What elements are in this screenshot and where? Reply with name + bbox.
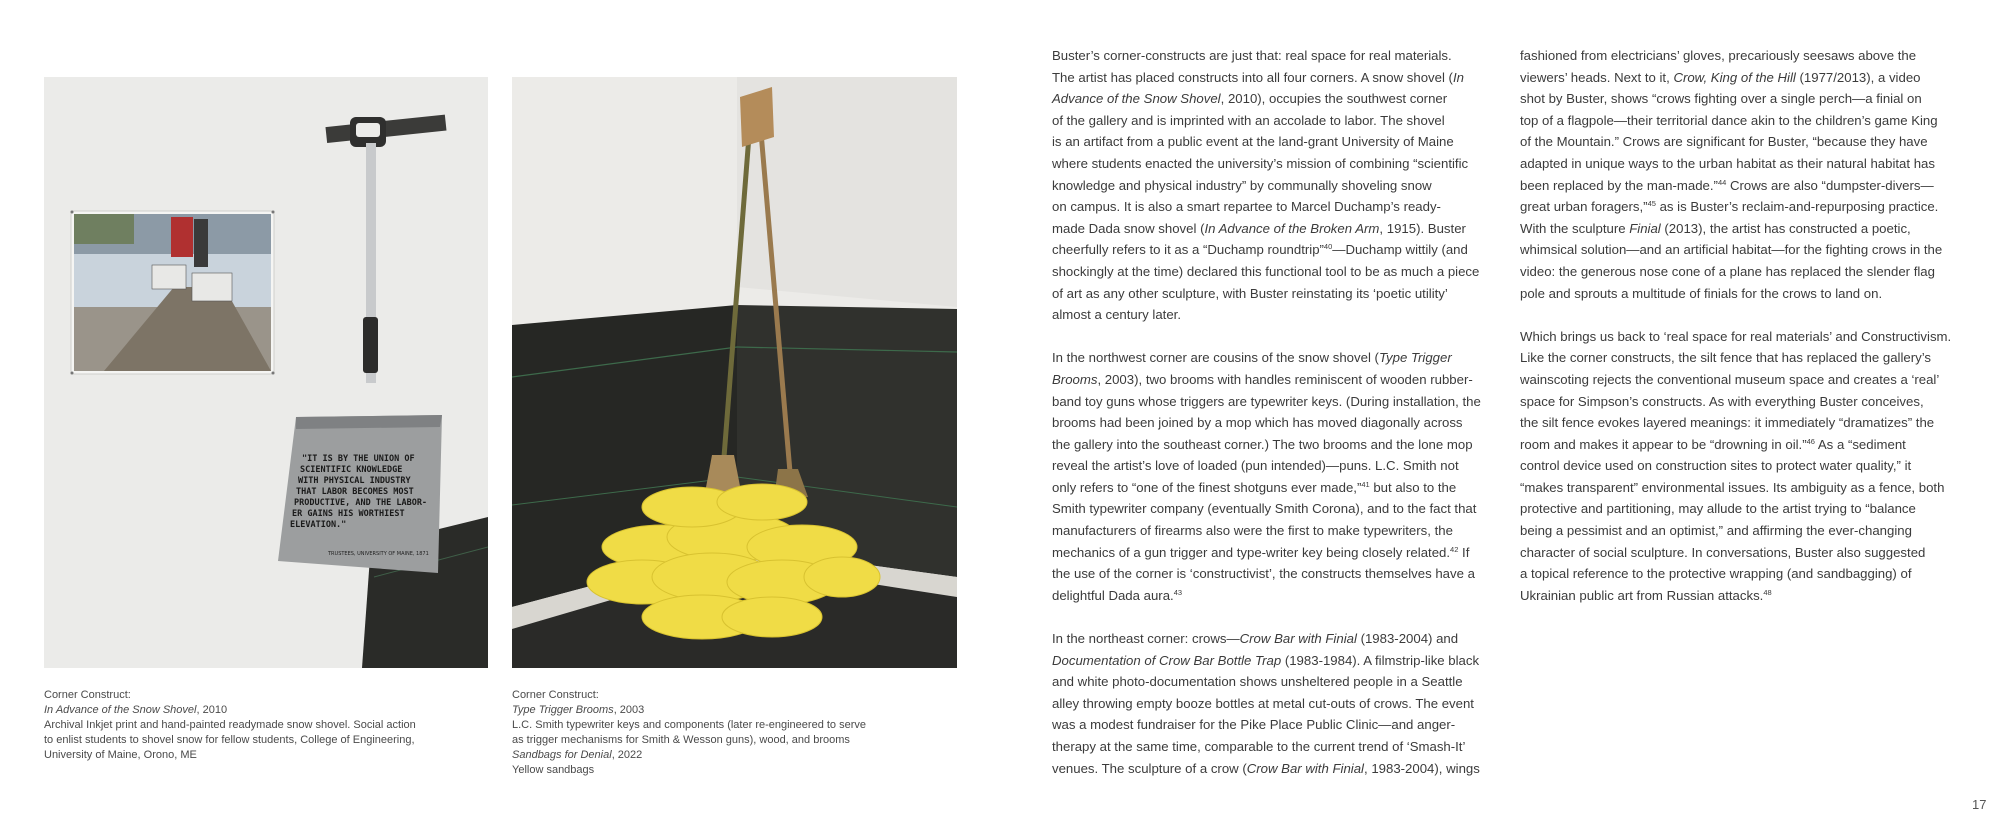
snow-shovel-illustration [44,77,488,668]
paragraph-corner-constructs: Buster’s corner-constructs are just that: real space for real materials. The artist has placed constructs into all four corners. A snow shovel (In Advance of the Snow Shovel, 2010), occupies the southwest corner of the gallery and is imprinted with an accolade to labor. The shovel is an artifact from a public event at the land-grant University of Maine where students enacted the university’s mission of combining “scientific knowledge and physical industry” by communally shoveling snow on campus. It is also a smart repartee to Marcel Duchamp’s ready- made Dada snow shovel (In Advance of the Broken Arm, 1915). Buster cheerfully refers to it as a “Duchamp roundtrip”$^{40}$—Duchamp wittily (and shockingly at the time) declared this functional tool to be as much a piece of art as any other sculpture, with Buster reinstating its ‘poetic utility’ almost a century later. [1052,48,1480,323]
caption-last-line: Yellow sandbags [512,764,595,776]
caption-snow-shovel [44,688,488,763]
caption-work-year: , 2003 [613,704,645,716]
shovel-line-1: "IT IS BY THE UNION OF [302,454,415,464]
caption-work-title: In Advance of the Snow Shovel [44,704,197,716]
shovel-line-3: WITH PHYSICAL INDUSTRY [298,476,411,486]
shovel-line-4: THAT LABOR BECOMES MOST [296,487,414,497]
shovel-line-6: ER GAINS HIS WORTHIEST [292,509,405,519]
caption-title: Corner Construct: [44,689,131,701]
paragraph-northeast-corner: In the northeast corner: crows—Crow Bar with Finial (1983-2004) and Documentation of Crow Bar Bottle Trap (1983-1984). A filmstrip-like black and white photo-documentation shows unsheltered people in a Seattle alley throwing empty booze bottles at metal cut-outs of crows. The event was a modest fundraiser for the Pike Place Public Clinic—and anger- therapy at the same time, comparable to the current trend of ‘Smash-It’ venues. The sculpture of a crow (Crow Bar with Finial, 1983-2004), wings [1052,631,1480,776]
text-column-2 [1520,45,1980,628]
caption-work-title: Type Trigger Brooms [512,704,614,716]
photo-snow-shovel [44,77,488,668]
caption-line: University of Maine, Orono, ME [44,749,197,761]
shovel-footer: TRUSTEES, UNIVERSITY OF MAINE, 1871 [328,551,429,557]
caption-work2-year: , 2022 [611,749,643,761]
brooms-illustration [512,77,957,668]
caption-line: to enlist students to shovel snow for fellow students, College of Engineering, [44,734,415,746]
shovel-line-5: PRODUCTIVE, AND THE LABOR- [294,498,428,508]
paragraph-crows-continued: fashioned from electricians’ gloves, precariously seesaws above the viewers’ heads. Next to it, Crow, King of the Hill (1977/2013), a video shot by Buster, shows “crows fighting over a single perch—a finial on top of a flagpole—their territorial dance akin to the children’s game King of the Mountain.” Crows are significant for Buster, “because they have adapted in unique ways to the urban habitat as their natural habitat has been replaced by the man-made.”$^{44}$ Crows are also “dumpster-divers— great urban foragers,”$^{45}$ as is Buster’s reclaim-and-repurposing practice. With the sculpture Finial (2013), the artist has constructed a poetic, whimsical solution—and an artificial habitat—for the fighting crows in the video: the generous nose cone of a plane has replaced the slender flag pole and sprouts a multitude of finials for the crows to land on. [1520,48,1943,301]
shovel-line-2: SCIENTIFIC KNOWLEDGE [300,465,403,475]
caption-work-year: , 2010 [196,704,228,716]
shovel-line-7: ELEVATION." [290,520,347,530]
caption-work2-title: Sandbags for Denial [512,749,612,761]
caption-line: Archival Inkjet print and hand-painted readymade snow shovel. Social action [44,719,416,731]
photo-type-trigger-brooms [512,77,957,668]
caption-title: Corner Construct: [512,689,599,701]
paragraph-real-space: Which brings us back to ‘real space for real materials’ and Constructivism. Like the corner constructs, the silt fence that has replaced the gallery’s wainscoting rejects the conventional museum space and creates a ‘real’ space for Simpson’s constructs. As with everything Buster conceives, the silt fence evokes layered meanings: it immediately “dramatizes” the room and makes it appear to be “drowning in oil.”$^{46}$ As a “sediment control device used on construction sites to protect water quality,” it “makes transparent” environmental issues. Its ambiguity as a fence, both protective and partitioning, may allude to the artist trying to “balance being a pessimist and an optimist,” and affirming the ever-changing character of social sculpture. In conversations, Buster also suggested a topical reference to the protective wrapping (and sandbagging) of Ukrainian public art from Russian attacks.$^{48}$ [1520,328,1952,603]
caption-line: L.C. Smith typewriter keys and components (later re-engineered to serve [512,719,866,731]
caption-line: as trigger mechanisms for Smith & Wesson guns), wood, and brooms [512,734,850,746]
text-column-1 [1052,45,1507,801]
print-photo [74,214,271,371]
caption-type-trigger-brooms [512,688,957,778]
paragraph-northwest-corner: In the northwest corner are cousins of the snow shovel (Type Trigger Brooms, 2003), two brooms with handles reminiscent of wooden rubber- band toy guns whose triggers are typewriter keys. (During installation, the brooms had been joined by a mop which has moved diagonally across the gallery into the southeast corner.) The two brooms and the lone mop reveal the artist’s love of loaded (pun intended)—puns. L.C. Smith not only refers to “one of the finest shotguns ever made,”$^{41}$ but also to the Smith typewriter company (eventually Smith Corona), and to the fact that manufacturers of firearms also were the first to make typewriters, the mechanics of a gun trigger and type-writer key being closely related.$^{42}$ If the use of the corner is ‘constructivist’, the constructs themselves have a delightful Dada aura.$^{43}$ [1052,350,1481,603]
page-number: 17 [1972,797,1987,812]
